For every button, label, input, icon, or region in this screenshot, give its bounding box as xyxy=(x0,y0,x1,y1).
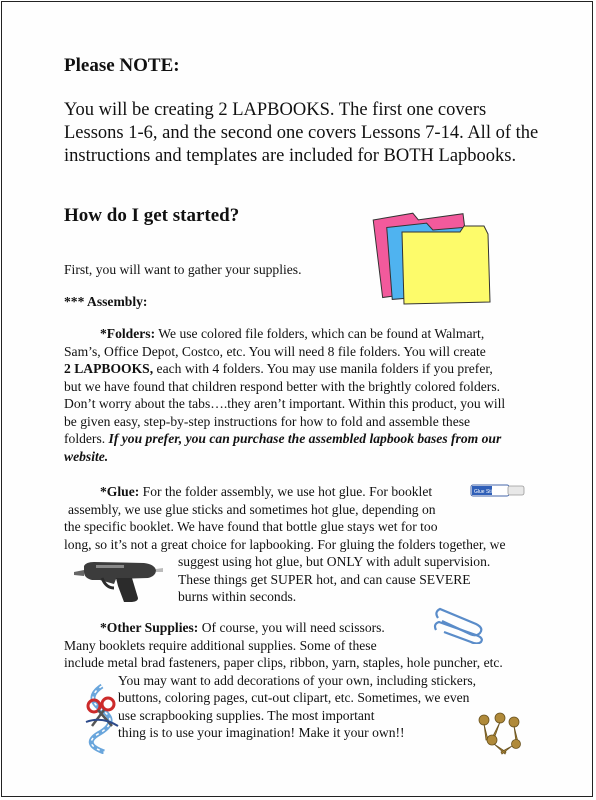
glue-line-1-text: For the folder assembly, we use hot glue. For booklet xyxy=(139,484,433,499)
intro-line: First, you will want to gather your supplies. xyxy=(64,262,302,277)
paper-clips-icon xyxy=(432,604,488,644)
other-line-1 xyxy=(100,619,385,637)
folders-line-3-text: each with 4 folders. You may use manila folders if you prefer, xyxy=(153,361,493,376)
other-line-7: thing is to use your imagination! Make it your own!! xyxy=(118,725,405,740)
folders-line-4: but we have found that children respond better with the brightly colored folders. xyxy=(64,378,501,394)
folders-line-1-text: We use colored file folders, which can be found at Walmart, xyxy=(155,326,485,341)
other-line-2: Many booklets require additional supplies. Some of these xyxy=(64,637,377,653)
glue-line-7: burns within seconds. xyxy=(178,589,297,604)
document-page xyxy=(1,1,593,797)
hot-glue-gun-icon xyxy=(72,558,164,604)
folders-line-3 xyxy=(64,360,493,378)
note-line-1: You will be creating 2 LAPBOOKS. The first one covers xyxy=(64,100,487,120)
glue-stick-label: Glue Stick xyxy=(474,489,497,495)
glue-stick-icon xyxy=(470,481,526,499)
folders-line-7 xyxy=(64,430,501,448)
brad-fasteners-icon xyxy=(472,710,528,756)
note-line-3: instructions and templates are included for BOTH Lapbooks. xyxy=(64,146,517,166)
folders-line-2: Sam’s, Office Depot, Costco, etc. You will need 8 file folders. You will create xyxy=(64,343,486,359)
glue-line-1 xyxy=(100,483,432,501)
ribbon-scissors-icon xyxy=(78,682,126,754)
folders-label: *Folders: xyxy=(100,326,156,341)
other-line-1-text: Of course, you will need scissors. xyxy=(198,620,385,635)
other-line-6: use scrapbooking supplies. The most important xyxy=(118,707,375,723)
folders-line-1 xyxy=(100,325,484,343)
note-line-2: Lessons 1-6, and the second one covers Lessons 7-14. All of the xyxy=(64,123,539,143)
file-folders-icon xyxy=(372,208,494,306)
glue-line-6: These things get SUPER hot, and can cause SEVERE xyxy=(178,571,471,587)
glue-line-3: the specific booklet. We have found that bottle glue stays wet for too xyxy=(64,519,438,534)
glue-line-5: suggest using hot glue, but ONLY with adult supervision. xyxy=(178,554,491,569)
other-line-5: buttons, coloring pages, cut-out clipart, etc. Sometimes, we even xyxy=(118,690,470,705)
folders-line-8: website. xyxy=(64,448,109,464)
note-heading: Please NOTE: xyxy=(64,55,180,76)
folders-line-5: Don’t worry about the tabs….they aren’t important. Within this product, you will xyxy=(64,396,506,411)
start-heading: How do I get started? xyxy=(64,205,240,226)
glue-label: *Glue: xyxy=(100,484,140,499)
other-supplies-label: *Other Supplies: xyxy=(100,620,199,635)
folders-line-7-text: folders. xyxy=(64,431,109,446)
glue-line-2: assembly, we use glue sticks and sometimes hot glue, depending on xyxy=(68,501,436,517)
other-line-3: include metal brad fasteners, paper clips, ribbon, yarn, staples, hole puncher, etc. xyxy=(64,655,503,670)
other-line-4: You may want to add decorations of your own, including stickers, xyxy=(118,672,477,688)
folders-line-6: be given easy, step-by-step instructions for how to fold and assemble these xyxy=(64,413,471,429)
assembly-label: *** Assembly: xyxy=(64,294,148,309)
folders-purchase-note: If you prefer, you can purchase the assembled lapbook bases from our xyxy=(108,431,502,446)
glue-line-4: long, so it’s not a great choice for lapbooking. For gluing the folders together, we xyxy=(64,536,506,552)
folders-lapbooks-bold: 2 LAPBOOKS, xyxy=(64,361,154,376)
